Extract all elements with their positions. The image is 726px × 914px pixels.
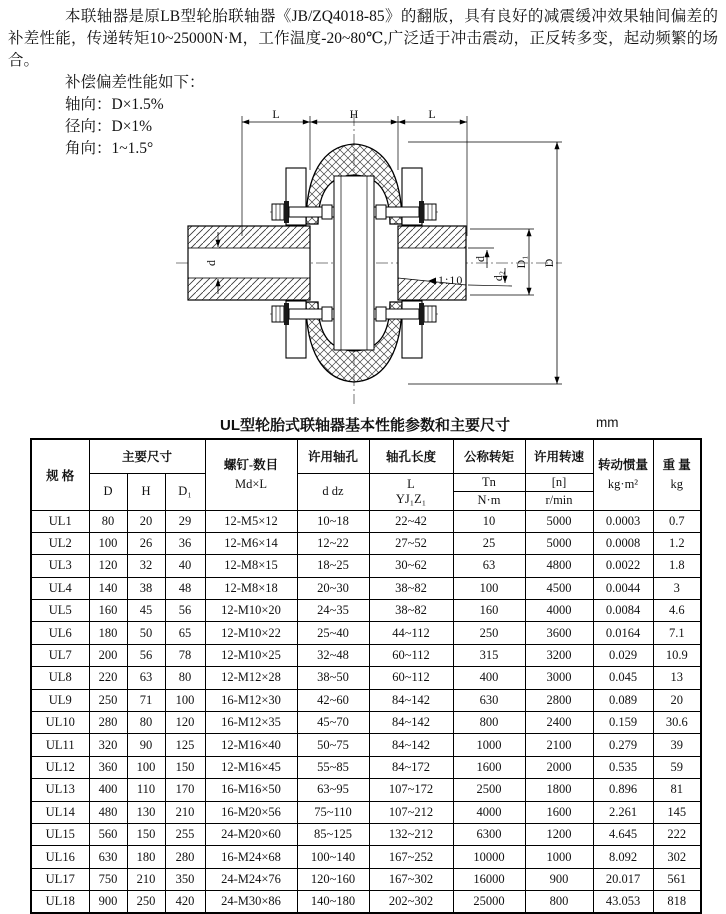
table-cell: 20.017: [593, 868, 653, 890]
table-cell: 400: [89, 779, 127, 801]
col-D1: D₁: [165, 473, 205, 510]
table-cell: 80: [127, 712, 165, 734]
table-cell: 2000: [525, 756, 593, 778]
table-cell: 0.0003: [593, 510, 653, 532]
table-row: [31, 689, 701, 711]
table-cell: 180: [89, 622, 127, 644]
table-cell: 120~160: [297, 868, 369, 890]
table-cell: 202~302: [369, 891, 453, 913]
table-cell: 26: [127, 532, 165, 554]
table-cell: 4000: [453, 801, 525, 823]
table-cell: 120: [165, 712, 205, 734]
table-cell: 42~60: [297, 689, 369, 711]
table-cell: 130: [127, 801, 165, 823]
table-cell: 360: [89, 756, 127, 778]
table-cell: 27~52: [369, 532, 453, 554]
table-cell: 32: [127, 555, 165, 577]
table-cell: 60~112: [369, 667, 453, 689]
table-cell: 132~212: [369, 823, 453, 845]
table-cell: 12-M16×45: [205, 756, 297, 778]
table-cell: 0.159: [593, 712, 653, 734]
table-row: [31, 891, 701, 913]
table-cell: 100: [127, 756, 165, 778]
table-cell: 1.2: [653, 532, 701, 554]
table-cell: 0.0044: [593, 577, 653, 599]
table-cell: 0.0022: [593, 555, 653, 577]
table-cell: 800: [453, 712, 525, 734]
table-cell: 78: [165, 644, 205, 666]
col-screw-title: 螺钉-数目: [223, 457, 279, 472]
table-cell: 5000: [525, 532, 593, 554]
table-cell: 3000: [525, 667, 593, 689]
table-cell: 0.0164: [593, 622, 653, 644]
table-row: [31, 756, 701, 778]
table-cell: 20: [127, 510, 165, 532]
table-cell: 107~172: [369, 779, 453, 801]
table-cell: 170: [165, 779, 205, 801]
intro-item-radial: 径向：D×1%: [65, 118, 153, 135]
dim-label-d-right: d: [473, 256, 487, 262]
row-spec-label: UL13: [31, 779, 89, 801]
row-spec-label: UL10: [31, 712, 89, 734]
table-cell: 107~212: [369, 801, 453, 823]
table-cell: 24-M30×86: [205, 891, 297, 913]
table-row: [31, 667, 701, 689]
table-cell: 320: [89, 734, 127, 756]
table-cell: 302: [653, 846, 701, 868]
col-bore-length: 轴孔长度: [369, 439, 453, 473]
table-cell: 32~48: [297, 644, 369, 666]
table-cell: 12~22: [297, 532, 369, 554]
table-cell: 24-M20×60: [205, 823, 297, 845]
table-title: UL型轮胎式联轴器基本性能参数和主要尺寸: [220, 417, 510, 434]
table-cell: 560: [89, 823, 127, 845]
table-cell: 0.279: [593, 734, 653, 756]
table-cell: 29: [165, 510, 205, 532]
col-inertia-unit: kg·m²: [607, 476, 639, 491]
table-cell: 145: [653, 801, 701, 823]
table-cell: 180: [127, 846, 165, 868]
table-cell: 22~42: [369, 510, 453, 532]
table-cell: 90: [127, 734, 165, 756]
table-cell: 4.6: [653, 600, 701, 622]
table-cell: 1200: [525, 823, 593, 845]
intro-paragraph: 本联轴器是原LB型轮胎联轴器《JB/ZQ4018-85》的翻版，具有良好的减震缓冲效果轴间偏差的补差性能，传递转矩10~25000N·M，工作温度-20~80℃,广泛适于冲击震动，正反转多变，起动频繁的场合。: [8, 8, 718, 69]
dim-label-D1: D₁: [514, 255, 528, 269]
col-spec: 规 格: [31, 439, 89, 510]
table-cell: 1600: [525, 801, 593, 823]
table-cell: 50~75: [297, 734, 369, 756]
table-cell: 4800: [525, 555, 593, 577]
row-spec-label: UL14: [31, 801, 89, 823]
row-spec-label: UL1: [31, 510, 89, 532]
table-cell: 250: [127, 891, 165, 913]
table-row: [31, 622, 701, 644]
dimension-d-right: [468, 248, 494, 268]
table-row: [31, 644, 701, 666]
col-inertia: [593, 439, 653, 510]
table-cell: 210: [127, 868, 165, 890]
table-cell: 12-M8×15: [205, 555, 297, 577]
table-cell: 100~140: [297, 846, 369, 868]
table-cell: 800: [525, 891, 593, 913]
table-cell: 85~125: [297, 823, 369, 845]
col-D: D: [89, 473, 127, 510]
table-cell: 1800: [525, 779, 593, 801]
table-cell: 7.1: [653, 622, 701, 644]
table-cell: 16-M20×56: [205, 801, 297, 823]
table-cell: 10000: [453, 846, 525, 868]
row-spec-label: UL3: [31, 555, 89, 577]
table-cell: 2.261: [593, 801, 653, 823]
col-bore-length-YJZ: YJ₁Z₁: [395, 491, 427, 506]
table-cell: 63: [453, 555, 525, 577]
table-cell: 100: [165, 689, 205, 711]
intro-subheading: 补偿偏差性能如下：: [65, 74, 205, 91]
table-cell: 56: [127, 644, 165, 666]
table-cell: 222: [653, 823, 701, 845]
table-cell: 60~112: [369, 644, 453, 666]
table-cell: 12-M16×40: [205, 734, 297, 756]
table-cell: 4500: [525, 577, 593, 599]
row-spec-label: UL11: [31, 734, 89, 756]
table-title-row: [30, 414, 700, 434]
dim-label-l-left: L: [272, 107, 280, 121]
col-weight: [653, 439, 701, 510]
table-row: [31, 823, 701, 845]
intro-item-axial: 轴向：D×1.5%: [65, 96, 164, 113]
table-cell: 5000: [525, 510, 593, 532]
table-cell: 16-M12×30: [205, 689, 297, 711]
dim-label-h: H: [349, 107, 359, 121]
table-cell: 315: [453, 644, 525, 666]
table-cell: 150: [127, 823, 165, 845]
table-cell: 0.045: [593, 667, 653, 689]
table-cell: 36: [165, 532, 205, 554]
table-cell: 16-M16×50: [205, 779, 297, 801]
table-row: [31, 577, 701, 599]
table-cell: 160: [89, 600, 127, 622]
table-cell: 38~82: [369, 577, 453, 599]
table-cell: 200: [89, 644, 127, 666]
row-spec-label: UL5: [31, 600, 89, 622]
col-bore-length-sub: [369, 473, 453, 510]
table-cell: 100: [89, 532, 127, 554]
table-cell: 40: [165, 555, 205, 577]
table-row: [31, 846, 701, 868]
table-cell: 30~62: [369, 555, 453, 577]
table-cell: 750: [89, 868, 127, 890]
table-cell: 75~110: [297, 801, 369, 823]
right-shaft-section: [398, 226, 466, 300]
table-cell: 10~18: [297, 510, 369, 532]
table-cell: 10.9: [653, 644, 701, 666]
table-row: [31, 600, 701, 622]
table-cell: 900: [525, 868, 593, 890]
table-cell: 140~180: [297, 891, 369, 913]
table-cell: 350: [165, 868, 205, 890]
table-row: [31, 779, 701, 801]
table-cell: 280: [165, 846, 205, 868]
table-cell: 3200: [525, 644, 593, 666]
spec-table: [30, 438, 702, 914]
table-cell: 0.896: [593, 779, 653, 801]
taper-label: 1:10: [438, 273, 464, 287]
row-spec-label: UL4: [31, 577, 89, 599]
col-bore-length-L: L: [407, 476, 415, 491]
table-cell: 25~40: [297, 622, 369, 644]
table-row: [31, 712, 701, 734]
col-speed: 许用转速: [525, 439, 593, 473]
table-cell: 2800: [525, 689, 593, 711]
table-cell: 900: [89, 891, 127, 913]
table-cell: 63: [127, 667, 165, 689]
table-cell: 0.535: [593, 756, 653, 778]
table-cell: 59: [653, 756, 701, 778]
table-cell: 16-M12×35: [205, 712, 297, 734]
table-cell: 818: [653, 891, 701, 913]
table-cell: 255: [165, 823, 205, 845]
col-torque-sym: Tn: [453, 473, 525, 491]
col-speed-unit: r/min: [525, 491, 593, 510]
table-cell: 30.6: [653, 712, 701, 734]
table-cell: 24~35: [297, 600, 369, 622]
table-cell: 3600: [525, 622, 593, 644]
table-cell: 10: [453, 510, 525, 532]
col-weight-title: 重 量: [662, 457, 691, 472]
row-spec-label: UL15: [31, 823, 89, 845]
table-cell: 1000: [453, 734, 525, 756]
row-spec-label: UL18: [31, 891, 89, 913]
table-cell: 65: [165, 622, 205, 644]
table-cell: 220: [89, 667, 127, 689]
table-cell: 167~252: [369, 846, 453, 868]
col-torque: 公称转矩: [453, 439, 525, 473]
col-screw-sub: Md×L: [234, 476, 268, 491]
table-cell: 400: [453, 667, 525, 689]
table-cell: 20~30: [297, 577, 369, 599]
table-cell: 0.7: [653, 510, 701, 532]
table-cell: 110: [127, 779, 165, 801]
row-spec-label: UL8: [31, 667, 89, 689]
table-row: [31, 532, 701, 554]
table-row: [31, 801, 701, 823]
dim-label-l-right: L: [428, 107, 436, 121]
table-cell: 125: [165, 734, 205, 756]
dim-label-d2: d₂: [491, 270, 505, 282]
table-cell: 20: [653, 689, 701, 711]
table-cell: 12-M12×28: [205, 667, 297, 689]
table-cell: 4.645: [593, 823, 653, 845]
table-cell: 45: [127, 600, 165, 622]
table-cell: 0.089: [593, 689, 653, 711]
table-cell: 45~70: [297, 712, 369, 734]
row-spec-label: UL12: [31, 756, 89, 778]
table-cell: 2100: [525, 734, 593, 756]
row-spec-label: UL9: [31, 689, 89, 711]
table-cell: 1000: [525, 846, 593, 868]
table-cell: 63~95: [297, 779, 369, 801]
col-H: H: [127, 473, 165, 510]
table-cell: 16-M24×68: [205, 846, 297, 868]
table-body: [31, 510, 701, 913]
table-cell: 280: [89, 712, 127, 734]
table-cell: 80: [165, 667, 205, 689]
table-cell: 1600: [453, 756, 525, 778]
table-cell: 43.053: [593, 891, 653, 913]
table-row: [31, 555, 701, 577]
table-cell: 0.029: [593, 644, 653, 666]
col-torque-unit: N·m: [453, 491, 525, 510]
table-cell: 13: [653, 667, 701, 689]
table-cell: 6300: [453, 823, 525, 845]
table-cell: 12-M5×12: [205, 510, 297, 532]
col-main-dims: 主要尺寸: [89, 439, 205, 473]
table-cell: 420: [165, 891, 205, 913]
table-cell: 12-M10×20: [205, 600, 297, 622]
row-spec-label: UL7: [31, 644, 89, 666]
table-cell: 250: [89, 689, 127, 711]
dim-label-d-left: d: [204, 260, 218, 266]
table-cell: 150: [165, 756, 205, 778]
table-cell: 100: [453, 577, 525, 599]
table-cell: 56: [165, 600, 205, 622]
table-cell: 16000: [453, 868, 525, 890]
table-cell: 120: [89, 555, 127, 577]
table-cell: 12-M6×14: [205, 532, 297, 554]
table-row: [31, 868, 701, 890]
col-speed-sym: [n]: [525, 473, 593, 491]
table-cell: 25000: [453, 891, 525, 913]
table-cell: 50: [127, 622, 165, 644]
table-cell: 48: [165, 577, 205, 599]
table-unit: mm: [596, 415, 619, 430]
col-inertia-title: 转动惯量: [597, 457, 648, 472]
table-cell: 18~25: [297, 555, 369, 577]
table-cell: 4000: [525, 600, 593, 622]
coupling-drawing: [95, 108, 595, 411]
table-cell: 0.0008: [593, 532, 653, 554]
table-cell: 24-M24×76: [205, 868, 297, 890]
table-cell: 12-M8×18: [205, 577, 297, 599]
table-cell: 38: [127, 577, 165, 599]
table-cell: 39: [653, 734, 701, 756]
col-bore-sub: d dz: [297, 473, 369, 510]
table-cell: 71: [127, 689, 165, 711]
inner-sleeve: [334, 176, 374, 350]
table-cell: 84~142: [369, 689, 453, 711]
table-cell: 38~82: [369, 600, 453, 622]
row-spec-label: UL2: [31, 532, 89, 554]
table-cell: 0.0084: [593, 600, 653, 622]
table-header: [31, 439, 701, 510]
table-cell: 140: [89, 577, 127, 599]
row-spec-label: UL17: [31, 868, 89, 890]
table-cell: 561: [653, 868, 701, 890]
table-cell: 84~172: [369, 756, 453, 778]
table-cell: 84~142: [369, 734, 453, 756]
table-row: [31, 734, 701, 756]
table-cell: 84~142: [369, 712, 453, 734]
dimension-d2: [468, 268, 512, 286]
col-bore: 许用轴孔: [297, 439, 369, 473]
table-cell: 210: [165, 801, 205, 823]
table-cell: 630: [89, 846, 127, 868]
table-cell: 12-M10×22: [205, 622, 297, 644]
table-cell: 250: [453, 622, 525, 644]
table-cell: 80: [89, 510, 127, 532]
table-cell: 55~85: [297, 756, 369, 778]
table-cell: 2400: [525, 712, 593, 734]
intro-item-angular: 角向：1~1.5°: [65, 140, 154, 157]
table-cell: 8.092: [593, 846, 653, 868]
table-cell: 167~302: [369, 868, 453, 890]
col-weight-unit: kg: [670, 476, 683, 491]
table-cell: 81: [653, 779, 701, 801]
table-cell: 160: [453, 600, 525, 622]
table-cell: 2500: [453, 779, 525, 801]
row-spec-label: UL6: [31, 622, 89, 644]
table-cell: 38~50: [297, 667, 369, 689]
table-cell: 1.8: [653, 555, 701, 577]
table-cell: 12-M10×25: [205, 644, 297, 666]
col-screw: [205, 439, 297, 510]
dim-label-D: D: [542, 258, 556, 268]
table-cell: 25: [453, 532, 525, 554]
table-cell: 480: [89, 801, 127, 823]
table-row: [31, 510, 701, 532]
table-cell: 3: [653, 577, 701, 599]
row-spec-label: UL16: [31, 846, 89, 868]
table-cell: 44~112: [369, 622, 453, 644]
table-cell: 630: [453, 689, 525, 711]
